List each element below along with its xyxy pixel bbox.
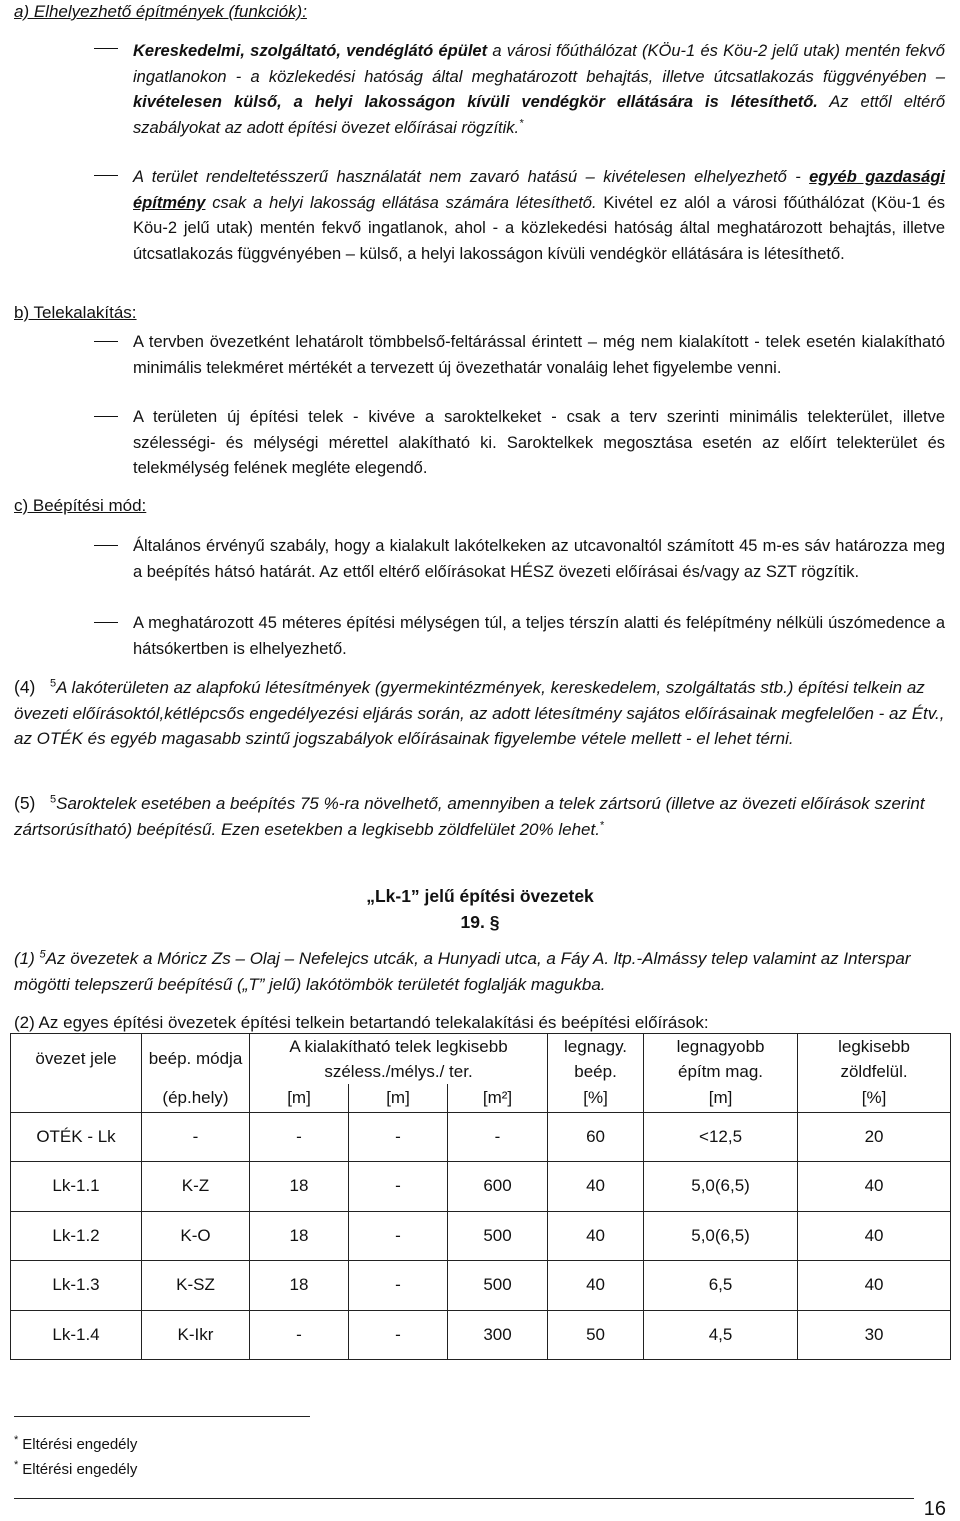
text: csak a helyi lakosság ellátása számára létesíthető. xyxy=(205,193,604,212)
section-b-item-2: A területen új építési telek - kivéve a saroktelkeket - csak a terv szerinti minimális telekterület, illetve szélességi- és mélységi mérettel alakítható ki. Saroktelkek megosztása esetén az előírt telekterület és telekmélység felének megléte elegendő. xyxy=(133,408,945,478)
table-row xyxy=(11,1261,951,1311)
unit-cell: [m] xyxy=(644,1084,798,1112)
table-cell: Lk-1.4 xyxy=(11,1310,142,1360)
footnote-mark: * xyxy=(14,1434,19,1446)
text: A lakóterületen az alapfokú létesítmények (gyermekintézmények, kereskedelem, szolgáltatás stb.) építési telkein az övezeti előírásoktól,kétlépcsős engedélyezési eljárás során, az adott létesítmény sajátos előírásainak megfelelően - az Étv. xyxy=(14,678,940,723)
zoning-table xyxy=(10,1033,951,1360)
footnote-mark: * xyxy=(519,117,524,130)
unit-cell: [m] xyxy=(349,1084,448,1112)
paragraph-number: (4) xyxy=(14,677,36,697)
table-cell: 500 xyxy=(448,1211,548,1261)
paragraph-number: (1) xyxy=(14,949,35,968)
footnote-mark: 5 xyxy=(50,793,57,806)
header-lot-sub: széless./mélys./ ter. xyxy=(250,1059,548,1084)
table-cell: 60 xyxy=(548,1112,644,1162)
table-cell: K-Ikr xyxy=(142,1310,250,1360)
table-cell: 40 xyxy=(548,1261,644,1311)
table-cell: 30 xyxy=(798,1310,951,1360)
table-cell: K-SZ xyxy=(142,1261,250,1311)
bold-text: Kereskedelmi, szolgáltató, vendéglátó épület xyxy=(133,42,488,60)
dash-bullet xyxy=(94,545,118,546)
section-b-item-1: A tervben övezetként lehatárolt tömbbelső-feltárással érintett – még nem kialakított - telek esetén kialakítható minimális telekméret mértékét a tervezett új övezethatár vonaláig lehet figyelembe venni. xyxy=(133,333,945,377)
table-cell: - xyxy=(250,1310,349,1360)
header-green-sub: zöldfelül. xyxy=(798,1059,951,1084)
header-mode: beép. módja xyxy=(142,1034,250,1085)
footnote-1 xyxy=(14,1434,137,1453)
text: a városi főúthálózat (KÖu-1 és Köu-2 jelű utak) mentén fekvő ingatlanokon - a közlekedési hatóság által meghatározott behajtás, illetve útcsatlakozás függvényében – xyxy=(133,42,945,86)
section-c-item-2: A meghatározott 45 méteres építési mélységen túl, a teljes térszín alatti és felépítmény nélküli úszómedence a hátsókertben is elhelyezhető. xyxy=(133,614,945,658)
table-cell: - xyxy=(349,1112,448,1162)
table-cell: K-O xyxy=(142,1211,250,1261)
table-cell: 300 xyxy=(448,1310,548,1360)
table-row xyxy=(11,1310,951,1360)
footnote-divider xyxy=(14,1416,310,1417)
table-cell: 18 xyxy=(250,1261,349,1311)
table-cell: 50 xyxy=(548,1310,644,1360)
footnote-text: Eltérési engedély xyxy=(22,1461,138,1478)
table-row xyxy=(11,1162,951,1212)
footnote-mark: * xyxy=(599,818,605,831)
table-cell: - xyxy=(349,1310,448,1360)
paragraph-number: (5) xyxy=(14,793,36,813)
text: Az övezetek a Móricz Zs – Olaj – Nefelejcs utcák, a Hunyadi utca, a Fáy A. ltp.-Almássy telep valamint az Interspar mögötti telepszerű beépítésű („T” jelű) lakótömbök területét foglalják magukba. xyxy=(14,949,911,994)
zone-title: „Lk-1” jelű építési övezetek xyxy=(366,886,594,906)
table-cell: 40 xyxy=(548,1162,644,1212)
table-cell: - xyxy=(349,1211,448,1261)
unit-cell xyxy=(11,1084,142,1112)
text: Az ettől eltérő szabályokat az adott építési övezet előírásai rögzítik. xyxy=(133,93,946,137)
unit-cell: [%] xyxy=(798,1084,951,1112)
table-cell: 40 xyxy=(548,1211,644,1261)
table-cell: 4,5 xyxy=(644,1310,798,1360)
table-cell: 40 xyxy=(798,1211,951,1261)
table-cell: - xyxy=(142,1112,250,1162)
table-cell: - xyxy=(250,1112,349,1162)
table-cell: - xyxy=(349,1162,448,1212)
table-cell: 40 xyxy=(798,1261,951,1311)
table-cell: 5,0(6,5) xyxy=(644,1162,798,1212)
header-coverage-sub: beép. xyxy=(548,1059,644,1084)
page-number-divider xyxy=(14,1498,914,1499)
unit-cell: [m²] xyxy=(448,1084,548,1112)
footnote-mark: * xyxy=(14,1459,19,1471)
lk-paragraph-2: (2) Az egyes építési övezetek építési telkein betartandó telekalakítási és beépítési előírások: xyxy=(14,1013,709,1032)
text: , az OTÉK és egyéb magasabb szintű jogszabályok előírásainak figyelembe vétele mellett - el lehet térni. xyxy=(14,703,945,749)
header-zone: övezet jele xyxy=(11,1034,142,1085)
header-height-sub: építm mag. xyxy=(644,1059,798,1084)
footnote-mark: 5 xyxy=(39,948,46,961)
footnote-2 xyxy=(14,1459,137,1478)
header-height: legnagyobb xyxy=(644,1034,798,1060)
section-a-item-2 xyxy=(133,165,945,267)
bold-text: kivételesen külső, a helyi lakosságon kívüli vendégkör ellátására is létesíthető. xyxy=(133,93,818,112)
section-a-item-1 xyxy=(133,39,945,141)
table-cell: 500 xyxy=(448,1261,548,1311)
table-cell: 40 xyxy=(798,1162,951,1212)
table-cell: 18 xyxy=(250,1162,349,1212)
table-cell: 18 xyxy=(250,1211,349,1261)
table-cell: <12,5 xyxy=(644,1112,798,1162)
text: Kivétel ez alól a városi főúthálózat (Köu-1 és Köu-2 jelű utak) mentén fekvő ingatlanok, ahol - a közlekedési hatóság által meghatározott behajtás, illetve útcsatlakozás függvényében – külső, a helyi lakosságon kívüli vendégkör ellátására is létesíthető. xyxy=(133,193,945,263)
dash-bullet xyxy=(94,622,118,623)
table-cell: Lk-1.1 xyxy=(11,1162,142,1212)
footnote-text: Eltérési engedély xyxy=(22,1436,138,1453)
page-number: 16 xyxy=(923,1498,946,1520)
text: A terület rendeltetésszerű használatát nem zavaró hatású – kivételesen elhelyezhető - xyxy=(133,168,810,186)
table-cell: K-Z xyxy=(142,1162,250,1212)
dash-bullet xyxy=(94,416,118,417)
header-lot: A kialakítható telek legkisebb xyxy=(250,1034,548,1060)
table-cell: - xyxy=(448,1112,548,1162)
unit-cell: [%] xyxy=(548,1084,644,1112)
lk-paragraph-1 xyxy=(14,946,946,997)
table-cell: - xyxy=(349,1261,448,1311)
section-c-heading: c) Beépítési mód: xyxy=(14,496,147,515)
table-cell: OTÉK - Lk xyxy=(11,1112,142,1162)
table-row xyxy=(11,1211,951,1261)
header-coverage: legnagy. xyxy=(548,1034,644,1060)
table-row xyxy=(11,1112,951,1162)
table-cell: 20 xyxy=(798,1112,951,1162)
section-c-item-1: Általános érvényű szabály, hogy a kialakult lakótelkeken az utcavonaltól számított 45 m-es sáv határozza meg a beépítés hátsó határát. Az ettől eltérő előírásokat HÉSZ övezeti előírásai és/vagy az SZT rögzítik. xyxy=(133,537,945,581)
dash-bullet xyxy=(94,341,118,342)
text: Saroktelek esetében a beépítés 75 %-ra növelhető, amennyiben a telek zártsorú (illetve az övezeti előírások szerint zártsorúsítható) beépítésű. Ezen esetekben a legkisebb zöldfelület 20% lehet. xyxy=(14,794,925,839)
unit-cell: [m] xyxy=(250,1084,349,1112)
paragraph-5 xyxy=(14,791,946,842)
section-number: 19. § xyxy=(460,912,500,932)
footnote-mark: 5 xyxy=(50,677,57,690)
section-a-heading: a) Elhelyezhető építmények (funkciók): xyxy=(14,2,307,21)
unit-cell: (ép.hely) xyxy=(142,1084,250,1112)
paragraph-4 xyxy=(14,675,946,752)
dash-bullet xyxy=(94,175,118,176)
table-cell: 600 xyxy=(448,1162,548,1212)
table-cell: Lk-1.3 xyxy=(11,1261,142,1311)
table-cell: Lk-1.2 xyxy=(11,1211,142,1261)
dash-bullet xyxy=(94,48,118,49)
header-green: legkisebb xyxy=(798,1034,951,1060)
table-cell: 5,0(6,5) xyxy=(644,1211,798,1261)
bold-text: egyéb gazdasági építmény xyxy=(133,168,945,212)
table-cell: 6,5 xyxy=(644,1261,798,1311)
section-b-heading: b) Telekalakítás: xyxy=(14,303,137,322)
